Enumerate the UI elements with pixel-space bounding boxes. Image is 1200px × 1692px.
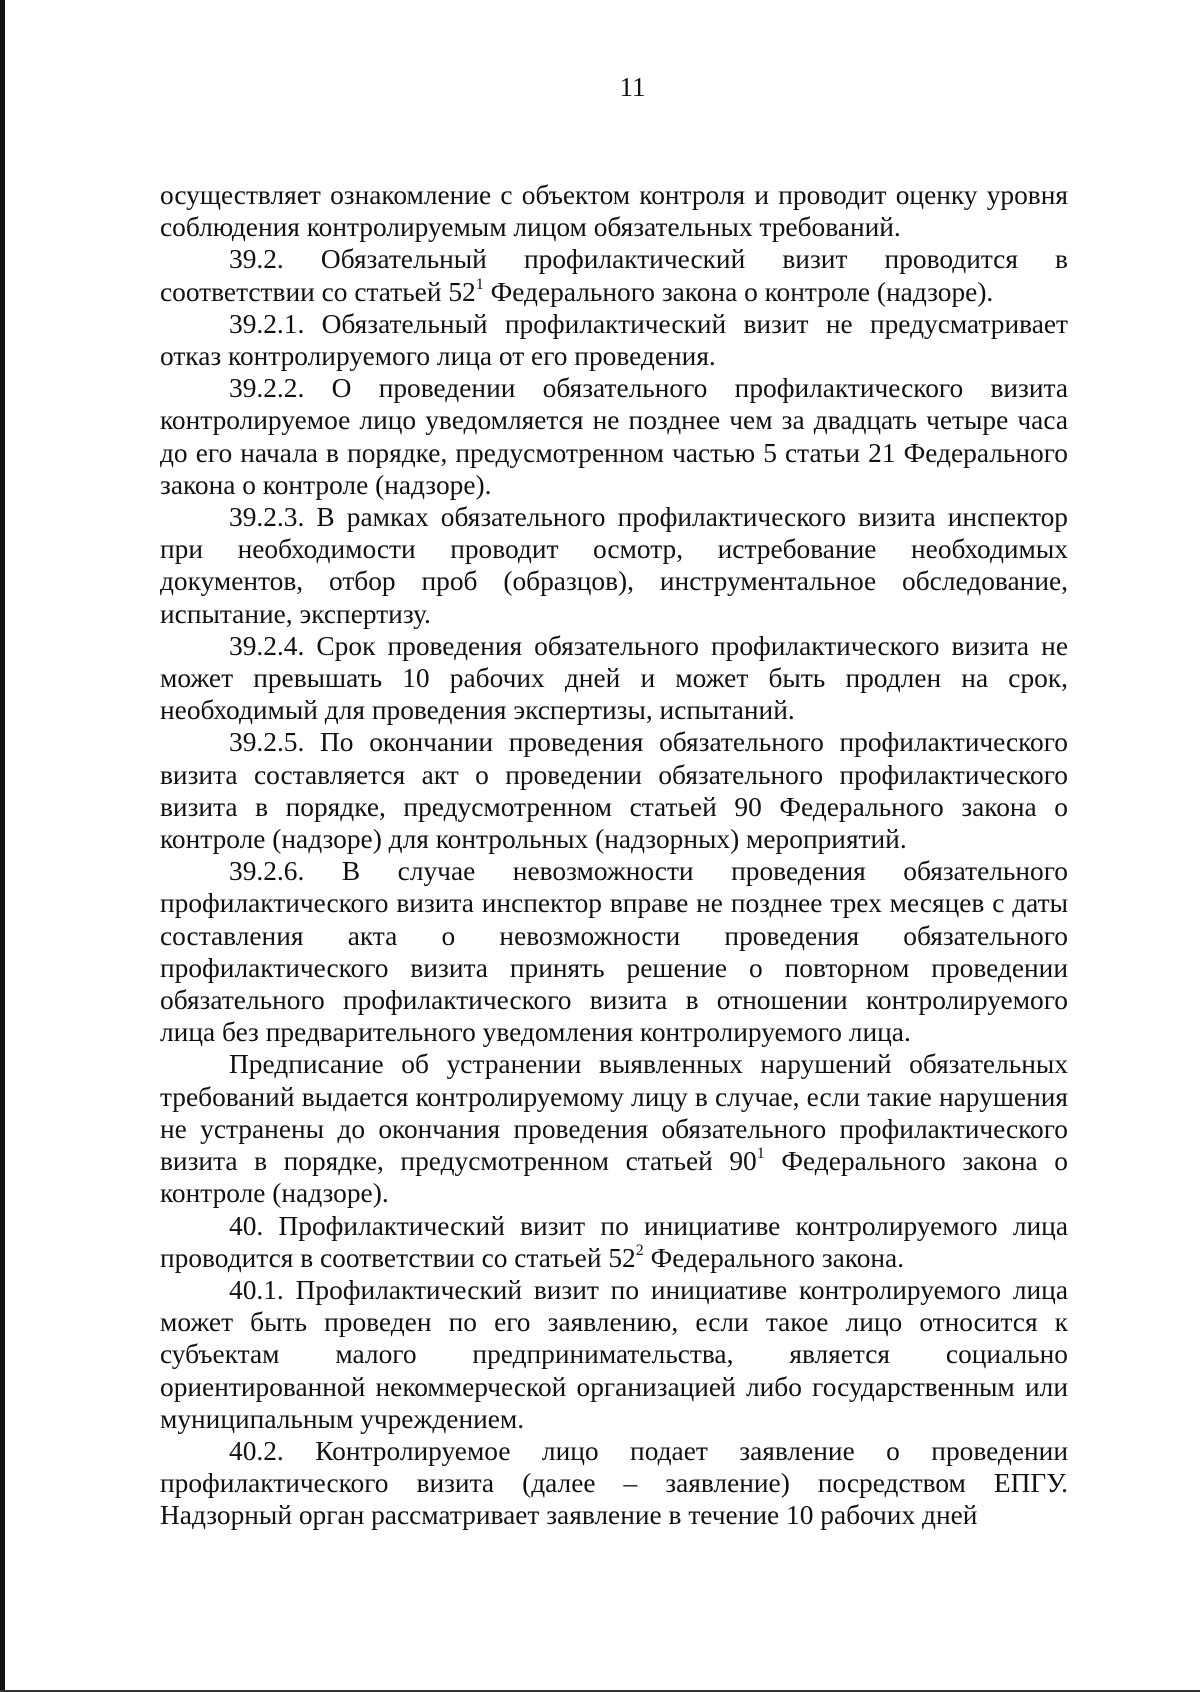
paragraph-39-2-text-end: Федерального закона о контроле (надзоре).	[483, 276, 994, 307]
paragraph-39-2-1: 39.2.1. Обязательный профилактический визит не предусматривает отказ контролируемого лица от его проведения.	[160, 308, 1068, 372]
paragraph-predpisanie-text-end: Федерального закона о контроле (надзоре).	[160, 1146, 1068, 1209]
paragraph-40-1: 40.1. Профилактический визит по инициативе контролируемого лица может быть проведен по его заявлению, если такое лицо относится к субъектам малого предпринимательства, является социально ориентированной некоммерческой организацией либо государственным или муниципальным учреждением.	[160, 1274, 1068, 1434]
paragraph-39-2-4: 39.2.4. Срок проведения обязательного профилактического визита не может превышать 10 рабочих дней и может быть продлен на срок, необходимый для проведения экспертизы, испытаний.	[160, 630, 1068, 726]
paragraph-40-text: 40. Профилактический визит по инициативе контролируемого лица проводится в соответствии со статьей 52	[160, 1210, 1068, 1273]
paragraph-40	[160, 1210, 1068, 1274]
paragraph-40-text-end: Федерального закона.	[643, 1242, 905, 1273]
superscript-2: 2	[635, 1241, 644, 1259]
paragraph-intro-continuation: осуществляет ознакомление с объектом контроля и проводит оценку уровня соблюдения контролируемым лицом обязательных требований.	[160, 180, 1068, 243]
page-number: 11	[619, 72, 646, 102]
superscript-1: 1	[756, 1145, 765, 1163]
paragraph-predpisanie	[160, 1048, 1068, 1209]
paragraph-predpisanie-text: Предписание об устранении выявленных нарушений обязательных требований выдается контролируемому лицу в случае, если такие нарушения не устранены до окончания проведения обязательного профилактического визита в порядке, предусмотренном статьей 90	[160, 1049, 1068, 1177]
paragraph-39-2-text: 39.2. Обязательный профилактический визит проводится в соответствии со статьей 52	[160, 244, 1068, 307]
paragraph-39-2-2: 39.2.2. О проведении обязательного профилактического визита контролируемое лицо уведомляется не позднее чем за двадцать четыре часа до его начала в порядке, предусмотренном частью 5 статьи 21 Федерального закона о контроле (надзоре).	[160, 373, 1068, 500]
document-body	[160, 179, 1068, 1532]
paragraph-39-2-5: 39.2.5. По окончании проведения обязательного профилактического визита составляется акт о проведении обязательного профилактического визита в порядке, предусмотренном статьей 90 Федерального закона о контроле (надзоре) для контрольных (надзорных) мероприятий.	[160, 727, 1068, 855]
superscript-1: 1	[475, 275, 484, 293]
paragraph-39-2	[160, 243, 1068, 307]
scan-edge-left	[0, 0, 5, 1692]
paragraph-40-2: 40.2. Контролируемое лицо подает заявление о проведении профилактического визита (далее – заявление) посредством ЕПГУ. Надзорный орган рассматривает заявление в течение 10 рабочих дней	[160, 1435, 1068, 1531]
paragraph-39-2-6: 39.2.6. В случае невозможности проведения обязательного профилактического визита инспектор вправе не позднее трех месяцев с даты составления акта о невозможности проведения обязательного профилактического визита принять решение о повторном проведении обязательного профилактического визита в отношении контролируемого лица без предварительного уведомления контролируемого лица.	[160, 856, 1068, 1048]
paragraph-39-2-3: 39.2.3. В рамках обязательного профилактического визита инспектор при необходимости проводит осмотр, истребование необходимых документов, отбор проб (образцов), инструментальное обследование, испытание, экспертизу.	[160, 502, 1068, 629]
